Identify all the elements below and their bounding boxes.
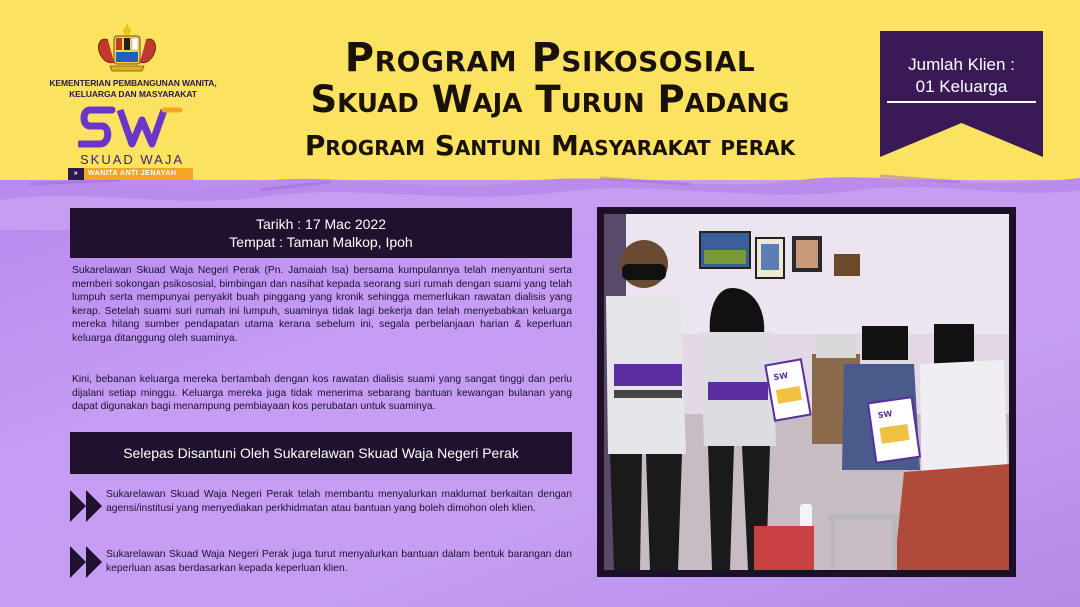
bullet-item-2: Sukarelawan Skuad Waja Negeri Perak juga turut menyalurkan bantuan dalam bentuk barangan dan keperluan asas berdasarkan kepada keperluan klien. [106,549,572,574]
ministry-name-line1: KEMENTERIAN PEMBANGUNAN WANITA, [49,78,217,88]
coat-of-arms-icon [94,22,160,74]
client-count-text [880,54,1043,98]
double-chevron-bullet-icon [70,490,104,522]
double-arrow-icon: » [68,168,84,180]
ribbon-underline [887,101,1036,103]
body-paragraph-2: Kini, bebanan keluarga mereka bertambah dengan kos rawatan dialisis suami yang sangat tinggi dan perlu dijalani setiap minggu. Keluarga mereka juga tidak menerima sebarang bantuan kewangan bulanan yang dapat digunakan bagi menampung pembiayaan kos perubatan untuk suaminya. [72,374,572,413]
page-subtitle: Program Santuni Masyarakat perak [304,129,796,162]
event-photo [604,214,1009,570]
bullet-item-1: Sukarelawan Skuad Waja Negeri Perak telah membantu menyalurkan maklumat berkaitan dengan agensi/institusi yang menyediakan perkhidmatan atau bantuan yang boleh dimohon oleh klien. [106,489,572,514]
event-place: Tempat : Taman Malkop, Ipoh [229,234,413,250]
page-title-line2: Skuad Waja Turun Padang [310,78,790,121]
certificate-mark: SW [772,370,789,383]
skuad-waja-name: SKUAD WAJA [79,152,185,167]
certificate-mark: SW [877,409,893,421]
ministry-name [38,78,228,100]
event-photo-frame [597,207,1016,577]
section-heading: Selepas Disantuni Oleh Sukarelawan Skuad Waja Negeri Perak [70,432,572,474]
double-chevron-bullet-icon [70,546,104,578]
event-info-box [70,208,572,258]
tagline-text: WANITA ANTI JENAYAH [88,170,177,177]
page-title-line1: Program Psikososial [344,35,756,81]
client-count-value: 01 Keluarga [915,77,1008,96]
client-count-label: Jumlah Klien : [908,55,1015,74]
skuad-waja-tagline [68,168,193,180]
ministry-name-line2: KELUARGA DAN MASYARAKAT [69,89,197,99]
skuad-waja-logo-icon [78,104,184,152]
body-paragraph-1: Sukarelawan Skuad Waja Negeri Perak (Pn. Jamaiah Isa) bersama kumpulannya telah menyantuni serta memberi sokongan psikososial, bimbingan dan nasihat kepada seorang suri rumah dengan suami yang telah lumpuh serta mempunyai penyakit buah pinggang yang kronik sehingga memerlukan rawatan dialisis yang kerap. Setelah suami suri rumah ini lumpuh, suaminya tidak lagi bekerja dan telah menyebabkan keluarga mereka hilang sumber pendapatan utama kerana sebelum ini, segala perbelanjaan harian & keperluan keluarga ditanggung oleh suaminya. [72,265,572,344]
event-date: Tarikh : 17 Mac 2022 [256,216,386,232]
